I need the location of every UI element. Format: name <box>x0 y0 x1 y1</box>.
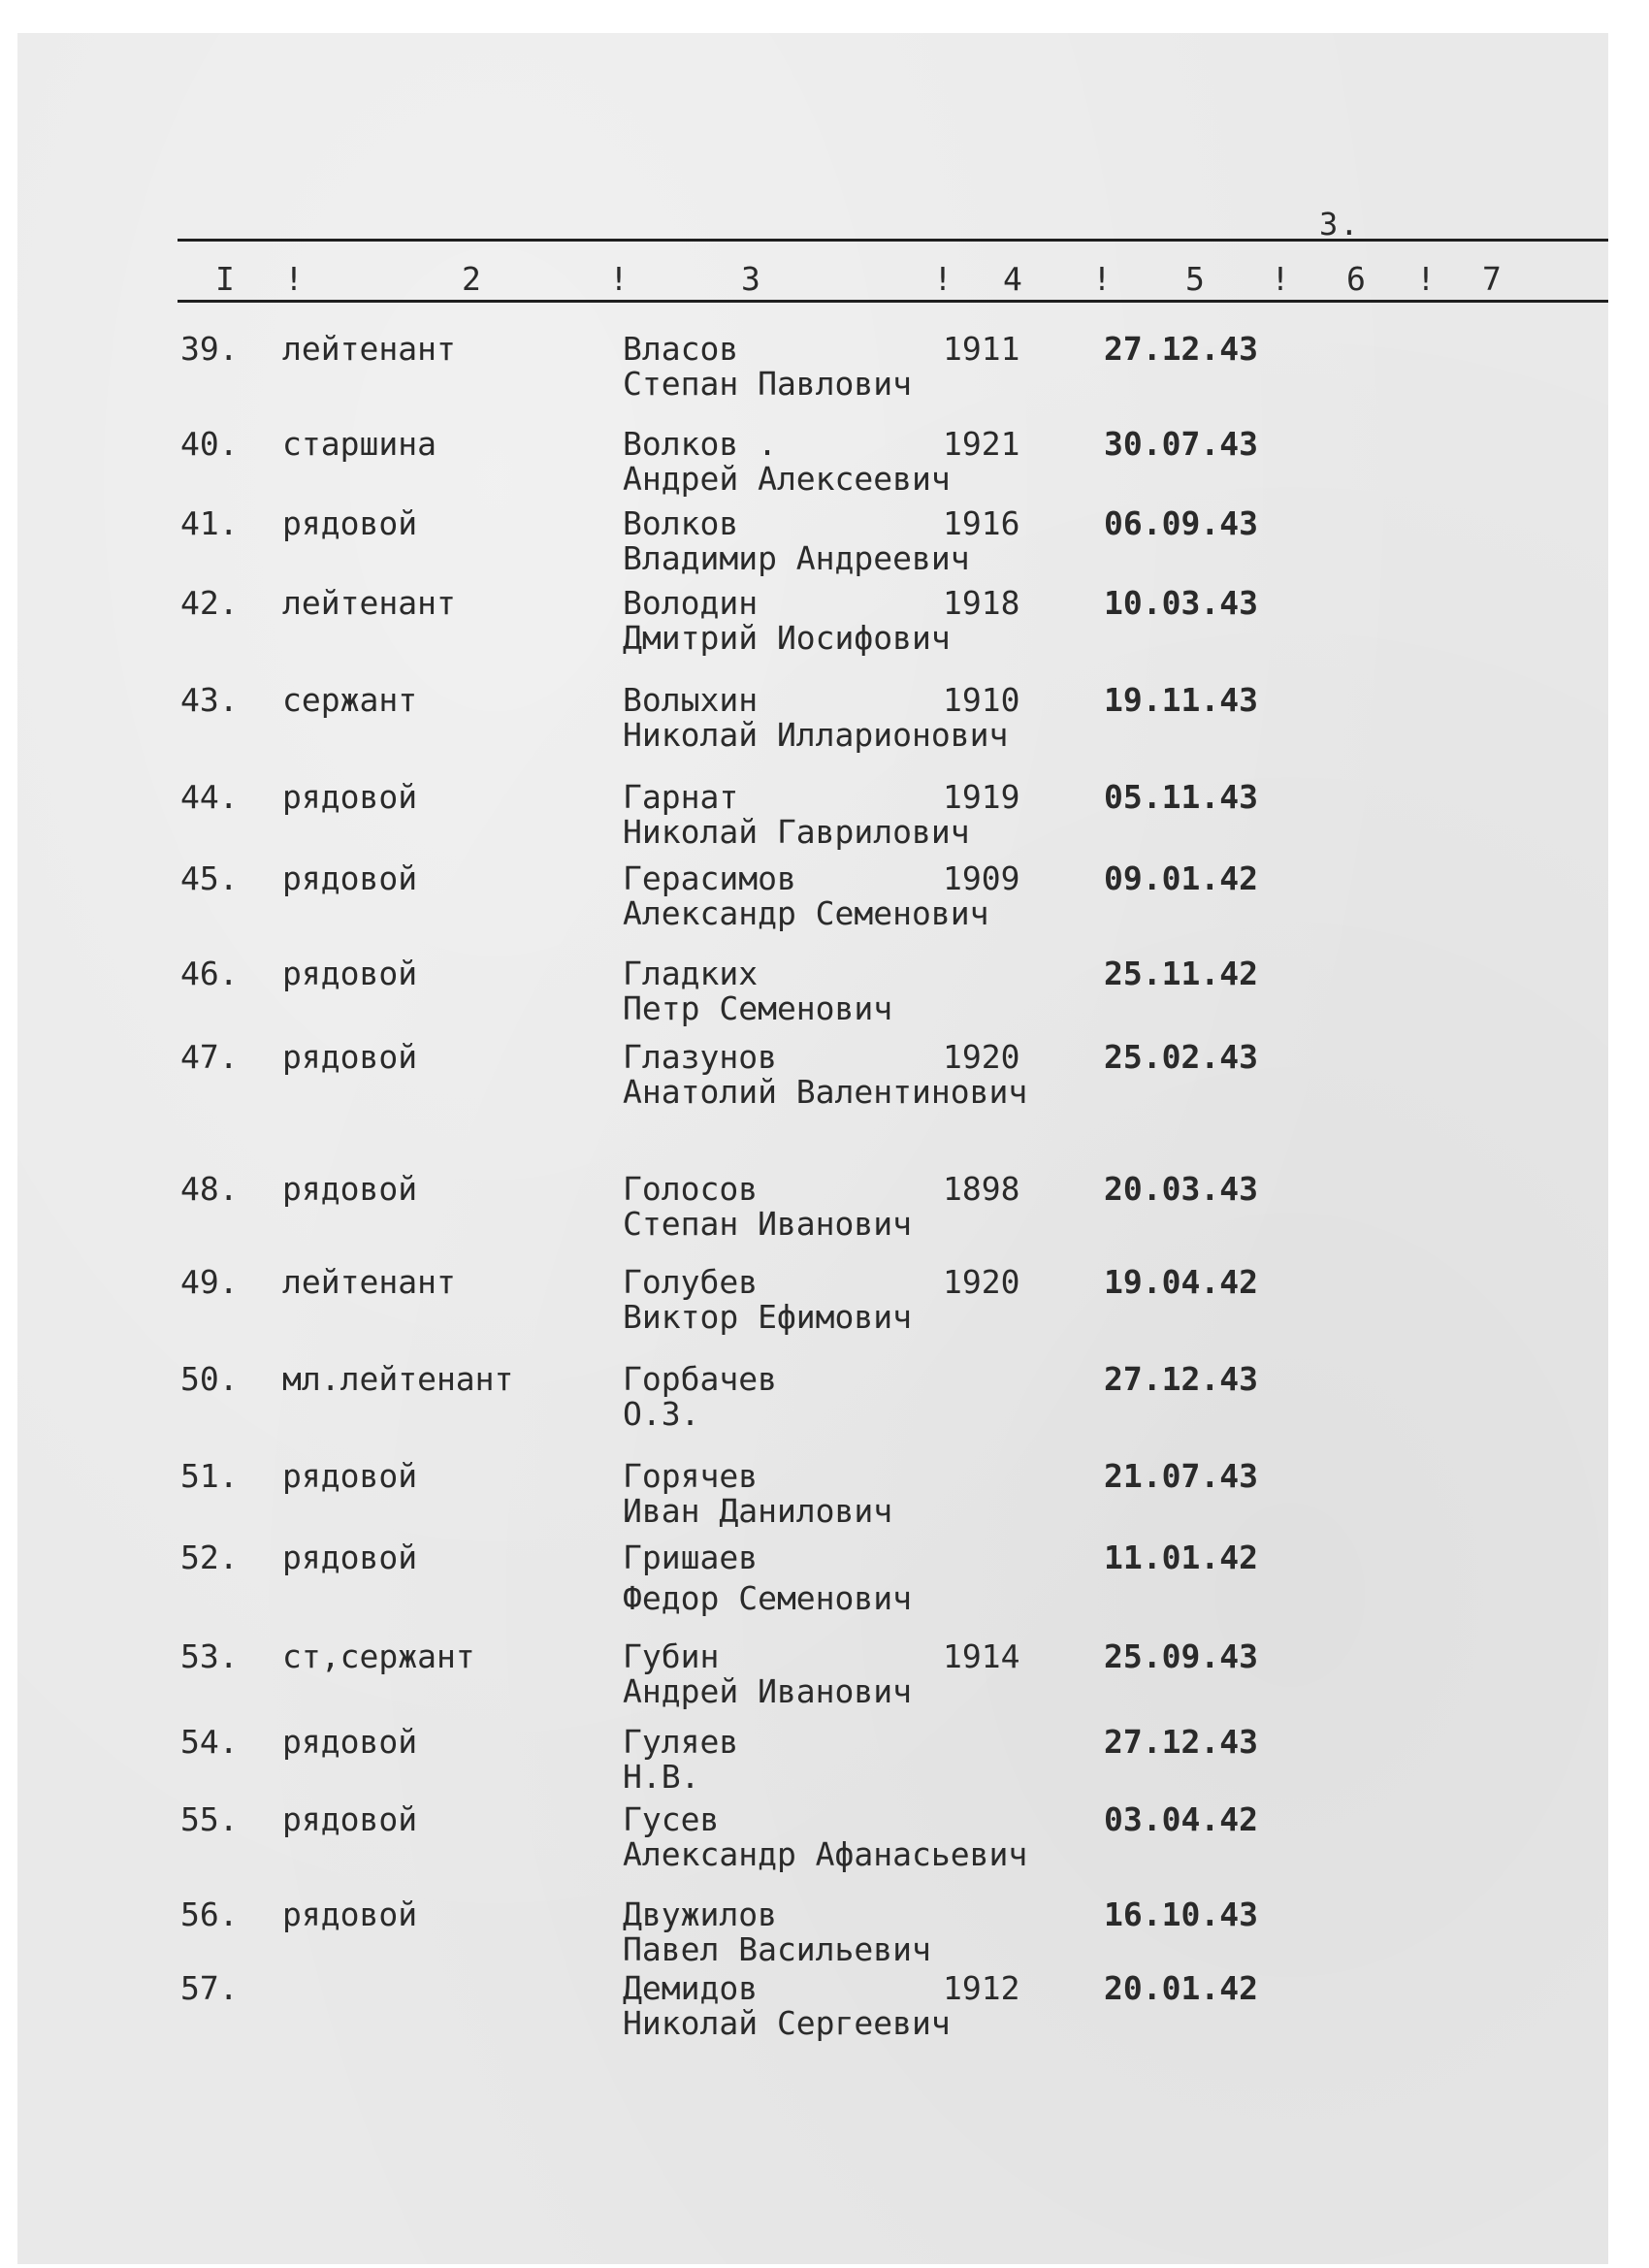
table-row <box>0 1637 1649 1710</box>
military-rank: сержант <box>282 681 418 719</box>
row-number: 42. <box>180 584 239 622</box>
date: 25.02.43 <box>1104 1038 1258 1076</box>
date: 20.01.42 <box>1104 1969 1258 2007</box>
military-rank: рядовой <box>282 1170 418 1208</box>
military-rank: рядовой <box>282 504 418 542</box>
column-separator: ! <box>933 260 953 298</box>
column-separator: ! <box>1092 260 1112 298</box>
row-number: 57. <box>180 1969 239 2007</box>
table-row <box>0 1539 1649 1617</box>
military-rank: рядовой <box>282 1800 418 1838</box>
birth-year: 1910 <box>943 681 1020 719</box>
table-row <box>0 1723 1649 1796</box>
given-name-patronymic: Анатолий Валентинович <box>623 1073 1028 1111</box>
table-row <box>0 504 1649 577</box>
table-row <box>0 778 1649 851</box>
row-number: 48. <box>180 1170 239 1208</box>
surname: Волков . <box>623 425 777 463</box>
column-header-7: 7 <box>1482 260 1502 298</box>
birth-year: 1912 <box>943 1969 1020 2007</box>
row-number: 53. <box>180 1637 239 1675</box>
date: 05.11.43 <box>1104 778 1258 816</box>
military-rank: рядовой <box>282 1539 418 1576</box>
given-name-patronymic: Андрей Алексеевич <box>623 460 951 498</box>
row-number: 51. <box>180 1457 239 1495</box>
birth-year: 1921 <box>943 425 1020 463</box>
row-number: 55. <box>180 1800 239 1838</box>
column-header-5: 5 <box>1185 260 1205 298</box>
date: 10.03.43 <box>1104 584 1258 622</box>
given-name-patronymic: Степан Иванович <box>623 1205 913 1243</box>
given-name-patronymic: Александр Афанасьевич <box>623 1835 1028 1873</box>
column-header-3: 3 <box>741 260 760 298</box>
surname: Горячев <box>623 1457 759 1495</box>
date: 03.04.42 <box>1104 1800 1258 1838</box>
military-rank: рядовой <box>282 778 418 816</box>
given-name-patronymic: Петр Семенович <box>623 989 893 1027</box>
row-number: 49. <box>180 1263 239 1301</box>
row-number: 40. <box>180 425 239 463</box>
given-name-patronymic: Павел Васильевич <box>623 1930 931 1968</box>
date: 25.11.42 <box>1104 955 1258 992</box>
military-rank: мл.лейтенант <box>282 1360 514 1398</box>
date: 27.12.43 <box>1104 1723 1258 1761</box>
date: 11.01.42 <box>1104 1539 1258 1576</box>
surname: Голосов <box>623 1170 759 1208</box>
given-name-patronymic: Андрей Иванович <box>623 1672 913 1710</box>
column-separator: ! <box>609 260 629 298</box>
table-row <box>0 1360 1649 1433</box>
column-header-6: 6 <box>1346 260 1366 298</box>
given-name-patronymic: Николай Гаврилович <box>623 813 970 851</box>
birth-year: 1911 <box>943 330 1020 368</box>
table-header <box>0 260 1649 299</box>
column-separator: ! <box>1271 260 1290 298</box>
given-name-patronymic: О.З. <box>623 1395 700 1433</box>
birth-year: 1918 <box>943 584 1020 622</box>
military-rank: рядовой <box>282 1895 418 1933</box>
table-row <box>0 1038 1649 1111</box>
row-number: 39. <box>180 330 239 368</box>
birth-year: 1914 <box>943 1637 1020 1675</box>
column-separator: ! <box>284 260 304 298</box>
surname: Гришаев <box>623 1539 759 1576</box>
birth-year: 1919 <box>943 778 1020 816</box>
row-number: 43. <box>180 681 239 719</box>
military-rank: рядовой <box>282 1457 418 1495</box>
date: 09.01.42 <box>1104 859 1258 897</box>
military-rank: рядовой <box>282 1723 418 1761</box>
date: 06.09.43 <box>1104 504 1258 542</box>
surname: Герасимов <box>623 859 796 897</box>
table-row <box>0 1969 1649 2042</box>
row-number: 41. <box>180 504 239 542</box>
given-name-patronymic: Н.В. <box>623 1758 700 1796</box>
given-name-patronymic: Александр Семенович <box>623 894 989 932</box>
table-row <box>0 955 1649 1027</box>
surname: Володин <box>623 584 759 622</box>
surname: Волков <box>623 504 739 542</box>
table-row <box>0 1800 1649 1873</box>
birth-year: 1916 <box>943 504 1020 542</box>
date: 27.12.43 <box>1104 330 1258 368</box>
surname: Гарнат <box>623 778 739 816</box>
given-name-patronymic: Владимир Андреевич <box>623 539 970 577</box>
table-row <box>0 681 1649 754</box>
column-header-1: I <box>215 260 235 298</box>
table-header-rule <box>178 300 1608 303</box>
birth-year: 1920 <box>943 1038 1020 1076</box>
military-rank: ст,сержант <box>282 1637 475 1675</box>
row-number: 56. <box>180 1895 239 1933</box>
row-number: 50. <box>180 1360 239 1398</box>
military-rank: рядовой <box>282 859 418 897</box>
date: 30.07.43 <box>1104 425 1258 463</box>
row-number: 47. <box>180 1038 239 1076</box>
surname: Демидов <box>623 1969 759 2007</box>
row-number: 52. <box>180 1539 239 1576</box>
table-row <box>0 1170 1649 1243</box>
row-number: 45. <box>180 859 239 897</box>
surname: Горбачев <box>623 1360 777 1398</box>
date: 20.03.43 <box>1104 1170 1258 1208</box>
military-rank: лейтенант <box>282 584 456 622</box>
table-row <box>0 859 1649 932</box>
given-name-patronymic: Николай Сергеевич <box>623 2004 951 2042</box>
surname: Глазунов <box>623 1038 777 1076</box>
military-rank: старшина <box>282 425 436 463</box>
table-row <box>0 425 1649 498</box>
date: 16.10.43 <box>1104 1895 1258 1933</box>
table-top-rule <box>178 239 1608 242</box>
birth-year: 1920 <box>943 1263 1020 1301</box>
column-separator: ! <box>1416 260 1436 298</box>
column-header-2: 2 <box>462 260 481 298</box>
military-rank: лейтенант <box>282 1263 456 1301</box>
surname: Гладких <box>623 955 759 992</box>
given-name-patronymic: Степан Павлович <box>623 365 913 403</box>
given-name-patronymic: Виктор Ефимович <box>623 1298 913 1336</box>
surname: Двужилов <box>623 1895 777 1933</box>
row-number: 44. <box>180 778 239 816</box>
given-name-patronymic: Дмитрий Иосифович <box>623 619 951 657</box>
date: 19.11.43 <box>1104 681 1258 719</box>
row-number: 54. <box>180 1723 239 1761</box>
military-rank: рядовой <box>282 955 418 992</box>
birth-year: 1898 <box>943 1170 1020 1208</box>
given-name-patronymic: Иван Данилович <box>623 1492 893 1530</box>
row-number: 46. <box>180 955 239 992</box>
surname: Власов <box>623 330 739 368</box>
surname: Голубев <box>623 1263 759 1301</box>
date: 27.12.43 <box>1104 1360 1258 1398</box>
table-row <box>0 584 1649 657</box>
date: 19.04.42 <box>1104 1263 1258 1301</box>
table-row <box>0 1263 1649 1336</box>
military-rank: рядовой <box>282 1038 418 1076</box>
given-name-patronymic: Федор Семенович <box>623 1579 913 1617</box>
surname: Гусев <box>623 1800 720 1838</box>
table-row <box>0 1895 1649 1968</box>
birth-year: 1909 <box>943 859 1020 897</box>
surname: Губин <box>623 1637 720 1675</box>
given-name-patronymic: Николай Илларионович <box>623 716 1009 754</box>
military-rank: лейтенант <box>282 330 456 368</box>
table-row <box>0 330 1649 403</box>
column-header-4: 4 <box>1003 260 1022 298</box>
surname: Волыхин <box>623 681 759 719</box>
date: 25.09.43 <box>1104 1637 1258 1675</box>
page-number: 3. <box>1319 206 1361 243</box>
date: 21.07.43 <box>1104 1457 1258 1495</box>
table-row <box>0 1457 1649 1530</box>
surname: Гуляев <box>623 1723 739 1761</box>
